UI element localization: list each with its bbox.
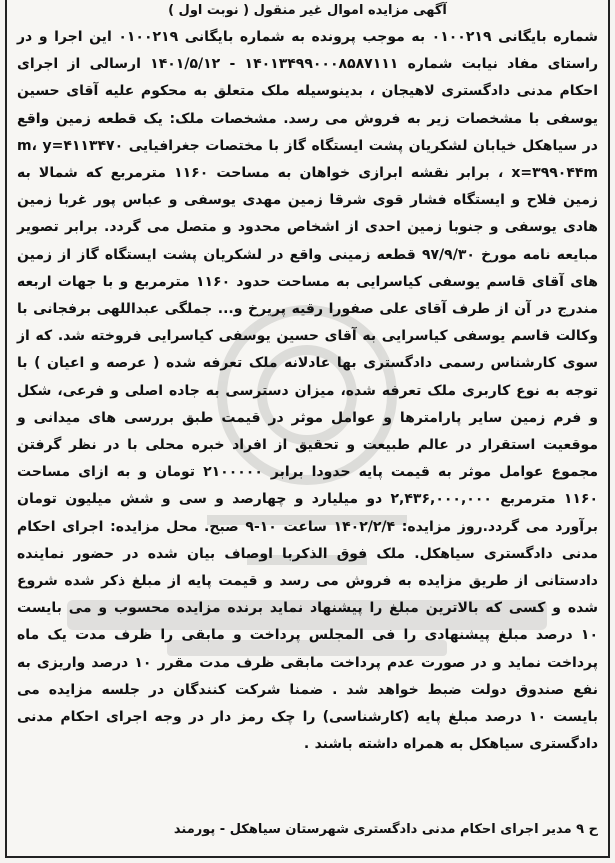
notice-body-text: شماره بایگانی ۰۱۰۰۲۱۹ به موجب پرونده به شماره بایگانی ۰۱۰۰۲۱۹ این اجرا و در راستای مفاد نیابت شماره ۱۴۰۱۳۴۹۹۰۰۰۸۵۸۷۱۱۱ - ۱۴۰۱/۵/۱۲ ارسالی از اجرای احکام مدنی دادگستری لاهیجان ، بدینوسیله ملک متعلق به محکوم علیه آقای حسین یوسفی با مشخصات زیر به فروش می رسد. مشخصات ملک: یک قطعه زمین واقع در سیاهکل خیابان لشکریان پشت ایستگاه گاز با مختصات جغرافیایی m، y=۴۱۱۳۴۷۰ ، x=۳۹۹۰۴۴m برابر نقشه ابرازی خواهان به مساحت ۱۱۶۰ مترمربع که شمالا به زمین فلاح و ایستگاه فشار قوی شرقا زمین مهدی یوسفی و عباس پور غربا زمین هادی یوسفی و جنوبا زمین احدی از اشخاص محدود و متصل می گردد. برابر تصویر مبایعه نامه مورخ ۹۷/۹/۳۰ قطعه زمینی واقع در لشکریان پشت ایستگاه گاز از زمین های آقای قاسم یوسفی کیاسرایی به مساحت حدود ۱۱۶۰ مترمربع و با جهات اربعه مندرج در آن از طرف آقای علی صفورا رقیه پریرخ و... جملگی عبداللهی برفجانی با وکالت قاسم یوسفی کیاسرایی به آقای حسین یوسفی کیاسرایی فروخته شد. که از سوی کارشناس رسمی دادگستری بها عادلانه ملک تعرفه شده ( عرصه و اعیان ) با توجه به نوع کاربری ملک تعرفه شده، میزان دسترسی به جاده اصلی و فرعی، شکل و فرم زمین سایر پارامترها و عوامل موثر در قیمت طبق بررسی های میدانی و موقعیت استقرار در عالم طبیعت و تحقیق از افراد خبره محلی با در نظر گرفتن مجموع عوامل موثر به قیمت پایه حدودا برابر ۲۱۰۰۰۰۰ تومان و به ازای مساحت ۱۱۶۰ مترمربع ۲,۴۳۶,۰۰۰,۰۰۰ دو میلیارد و چهارصد و سی و شش میلیون تومان برآورد می گردد.روز مزایده: ۱۴۰۲/۲/۴ ساعت ۱۰-۹ صبح. محل مزایده: اجرای احکام مدنی دادگستری سیاهکل. ملک فوق الذکربا اوصاف بیان شده در حضور نماینده دادستانی از طریق مزایده به فروش می رسد و قیمت پایه از مبلغ ذکر شده شروع شده و کسی که بالاترین مبلغ را پیشنهاد نماید برنده مزایده محسوب و می بایست ۱۰ درصد مبلغ پیشنهادی را فی المجلس پرداخت و مابقی را ظرف مدت یک ماه پرداخت نماید و در صورت عدم پرداخت مابقی ظرف مدت مقرر ۱۰ درصد واریزی به نفع صندوق دولت ضبط خواهد شد . ضمنا شرکت کنندگان در جلسه مزایده می بایست ۱۰ درصد مبلغ پایه (کارشناسی) را چک رمز دار در وجه اجرای احکام مدنی دادگستری سیاهکل به همراه داشته باشند .: [17, 29, 599, 753]
notice-signature: ح ۹ مدیر اجرای احکام مدنی دادگستری شهرستان سیاهکل - پورمند: [173, 822, 598, 837]
notice-frame: [5, 0, 610, 858]
notice-body: [17, 24, 598, 758]
notice-title: آگهی مزایده اموال غیر منقول ( نوبت اول ): [168, 3, 447, 18]
